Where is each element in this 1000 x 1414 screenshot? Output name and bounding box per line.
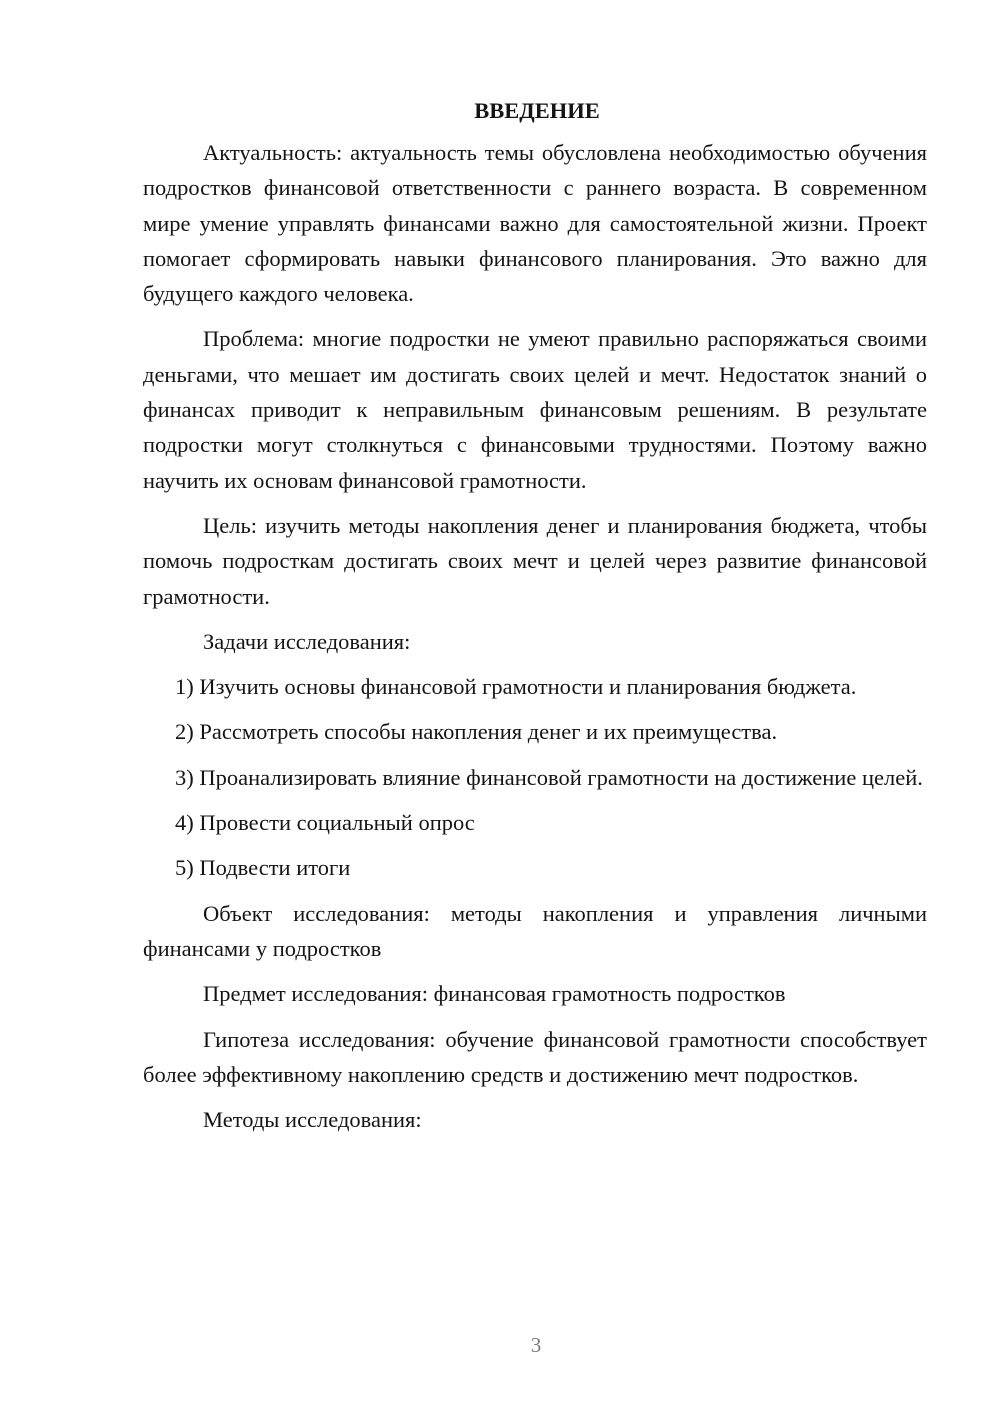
task-item: 4) Провести социальный опрос (175, 810, 475, 836)
goal-paragraph: Цель: изучить методы накопления денег и планирования бюджета, чтобы помочь подросткам достигать своих мечт и целей через развитие финансовой грамотности. (143, 512, 927, 609)
relevance-paragraph: Актуальность: актуальность темы обусловлена необходимостью обучения подростков финансовой ответственности с раннего возраста. В современном мире умение управлять финансами важно для самостоятельной жизни. Проект помогает сформировать навыки финансового планирования. Это важно для будущего каждого человека. (143, 140, 927, 307)
section-title: ВВЕДЕНИЕ (474, 98, 600, 123)
methods-heading: Методы исследования: (203, 1107, 422, 1133)
subject-paragraph: Предмет исследования: финансовая грамотность подростков (203, 981, 786, 1007)
task-item: 1) Изучить основы финансовой грамотности и планирования бюджета. (175, 674, 857, 700)
task-item: 2) Рассмотреть способы накопления денег и их преимущества. (175, 719, 778, 745)
page-content (143, 96, 927, 1147)
tasks-heading: Задачи исследования: (203, 628, 411, 654)
page-number: 3 (530, 1333, 542, 1357)
object-paragraph: Объект исследования: методы накопления и управления личными финансами у подростков (143, 900, 927, 961)
task-item: 3) Проанализировать влияние финансовой грамотности на достижение целей. (175, 764, 923, 790)
hypothesis-paragraph: Гипотеза исследования: обучение финансовой грамотности способствует более эффективному накоплению средств и достижению мечт подростков. (143, 1026, 927, 1087)
problem-paragraph: Проблема: многие подростки не умеют правильно распоряжаться своими деньгами, что мешает им достигать своих целей и мечт. Недостаток знаний о финансах приводит к неправильным финансовым решениям. В результате подростки могут столкнуться с финансовыми трудностями. Поэтому важно научить их основам финансовой грамотности. (143, 326, 927, 493)
task-item: 5) Подвести итоги (175, 855, 351, 881)
